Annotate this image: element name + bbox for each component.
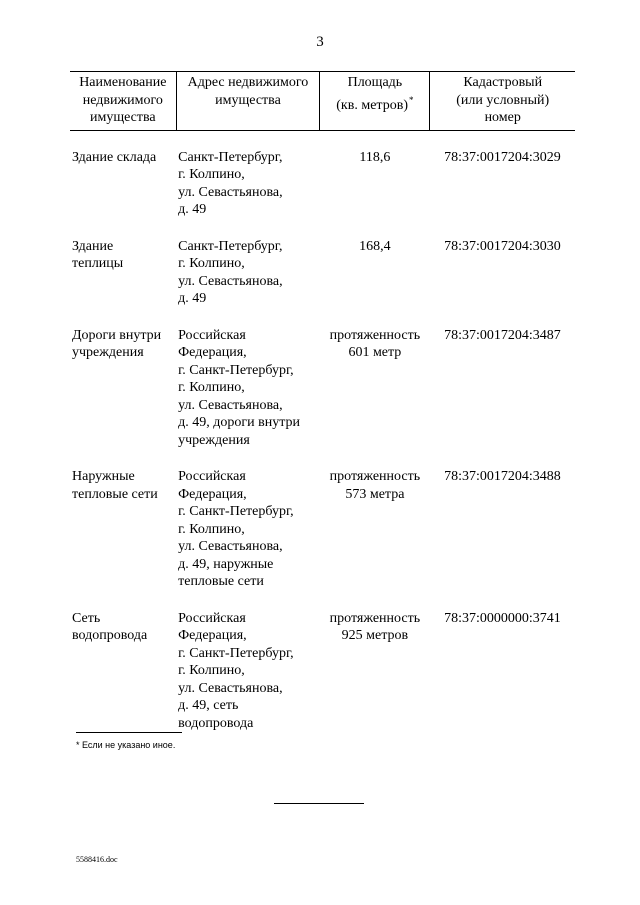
cell-address-line: д. 49, наружные <box>178 556 274 572</box>
cell-address-line: д. 49, дороги внутри <box>178 415 300 430</box>
cell-address-line: г. Санкт-Петербург, <box>178 504 294 519</box>
cell-name-line: Наружные <box>72 469 135 484</box>
cell-cadastral-value: 78:37:0017204:3029 <box>444 149 561 165</box>
cell-address-line: д. 49, сеть <box>178 698 239 713</box>
cell-cadastral-value: 78:37:0017204:3488 <box>444 469 561 484</box>
cell-area <box>320 149 430 238</box>
cell-cadastral <box>430 468 575 610</box>
cell-cadastral-value: 78:37:0017204:3487 <box>444 327 561 343</box>
header-cadastral-line: номер <box>484 110 521 125</box>
cell-address <box>176 468 320 610</box>
cell-address-line: Российская <box>178 327 246 343</box>
cell-address-line: д. 49 <box>178 202 207 217</box>
cell-area-line: 118,6 <box>359 149 391 165</box>
table-spacer <box>70 130 575 149</box>
cell-area-line: протяженность <box>329 469 421 484</box>
cell-address-line: ул. Севастьянова, <box>178 680 283 696</box>
cell-address-line: Федерация, <box>178 628 247 643</box>
cell-name-line: тепловые сети <box>72 486 158 502</box>
table-row <box>70 238 575 327</box>
cell-area-line: 925 метров <box>341 628 409 643</box>
cell-address-line: Санкт-Петербург, <box>178 149 283 165</box>
header-cadastral <box>430 72 575 131</box>
table-body <box>70 130 575 751</box>
footnote-rule <box>76 732 182 733</box>
header-area <box>320 72 430 131</box>
cell-address <box>176 149 320 238</box>
cell-address-line: тепловые сети <box>178 574 264 589</box>
cell-address-line: Федерация, <box>178 486 247 502</box>
cell-name-line: Здание <box>72 238 114 254</box>
cell-address-line: г. Колпино, <box>178 256 245 271</box>
header-name-line: Наименование <box>79 75 167 90</box>
end-rule <box>274 803 364 804</box>
footnote-mark: * <box>408 94 414 105</box>
cell-address-line: ул. Севастьянова, <box>178 397 283 413</box>
property-table <box>70 71 575 751</box>
cell-name <box>70 238 176 327</box>
cell-address-line: г. Колпино, <box>178 167 245 182</box>
cell-name <box>70 610 176 752</box>
cell-area-line: 601 метр <box>348 345 402 360</box>
cell-address-line: г. Колпино, <box>178 663 245 678</box>
cell-address <box>176 238 320 327</box>
footnote: * Если не указано иное. <box>76 740 176 750</box>
cell-address-line: Федерация, <box>178 345 247 360</box>
header-name <box>70 72 176 131</box>
cell-cadastral-value: 78:37:0017204:3030 <box>444 238 561 254</box>
cell-cadastral-value: 78:37:0000000:3741 <box>444 610 561 626</box>
cell-address-line: г. Санкт-Петербург, <box>178 645 294 661</box>
cell-area <box>320 327 430 469</box>
cell-address-line: г. Колпино, <box>178 380 245 395</box>
cell-address-line: ул. Севастьянова, <box>178 539 283 554</box>
document-reference: 5588416.doc <box>76 855 118 864</box>
header-area-unit: (кв. метров) <box>336 97 408 113</box>
cell-name-line: Сеть <box>72 610 101 626</box>
cell-name <box>70 149 176 238</box>
table-header-row <box>70 72 575 131</box>
cell-area <box>320 238 430 327</box>
cell-address-line: ул. Севастьянова, <box>178 273 283 289</box>
table-spacer-cell <box>70 130 575 149</box>
cell-address-line: Российская <box>178 469 246 484</box>
header-address-line: Адрес недвижимого <box>187 75 309 90</box>
cell-name-line: учреждения <box>72 345 144 360</box>
cell-address <box>176 327 320 469</box>
cell-area <box>320 610 430 752</box>
cell-name-line: теплицы <box>72 256 124 271</box>
page-number: 3 <box>316 34 324 50</box>
cell-area-line: 573 метра <box>345 486 405 502</box>
cell-name-line: Дороги внутри <box>72 327 162 343</box>
header-cadastral-line: (или условный) <box>456 92 550 108</box>
header-area-line <box>322 92 427 115</box>
table-row <box>70 149 575 238</box>
cell-area-line: протяженность <box>329 610 421 626</box>
cell-address-line: Санкт-Петербург, <box>178 238 283 254</box>
cell-address-line: Российская <box>178 610 246 626</box>
cell-cadastral <box>430 149 575 238</box>
cell-address-line: учреждения <box>178 432 250 448</box>
cell-area-line: протяженность <box>329 327 421 343</box>
cell-address-line: д. 49 <box>178 291 207 306</box>
cell-address <box>176 610 320 752</box>
cell-name <box>70 468 176 610</box>
header-address-line: имущества <box>215 92 281 108</box>
cell-name-line: водопровода <box>72 628 148 643</box>
header-name-line: недвижимого <box>82 92 163 108</box>
cell-area <box>320 468 430 610</box>
cell-name-line: Здание склада <box>72 149 157 165</box>
header-area-line: Площадь <box>347 75 403 90</box>
table-row <box>70 610 575 752</box>
table-row <box>70 327 575 469</box>
cell-cadastral <box>430 238 575 327</box>
cell-address-line: г. Санкт-Петербург, <box>178 362 294 378</box>
header-cadastral-line: Кадастровый <box>463 75 543 90</box>
cell-name <box>70 327 176 469</box>
cell-area-line: 168,4 <box>359 238 391 254</box>
cell-address-line: водопровода <box>178 715 254 731</box>
cell-address-line: ул. Севастьянова, <box>178 184 283 200</box>
cell-cadastral <box>430 610 575 752</box>
cell-cadastral <box>430 327 575 469</box>
header-name-line: имущества <box>89 110 156 125</box>
table-row <box>70 468 575 610</box>
cell-address-line: г. Колпино, <box>178 521 245 537</box>
header-address <box>176 72 320 131</box>
